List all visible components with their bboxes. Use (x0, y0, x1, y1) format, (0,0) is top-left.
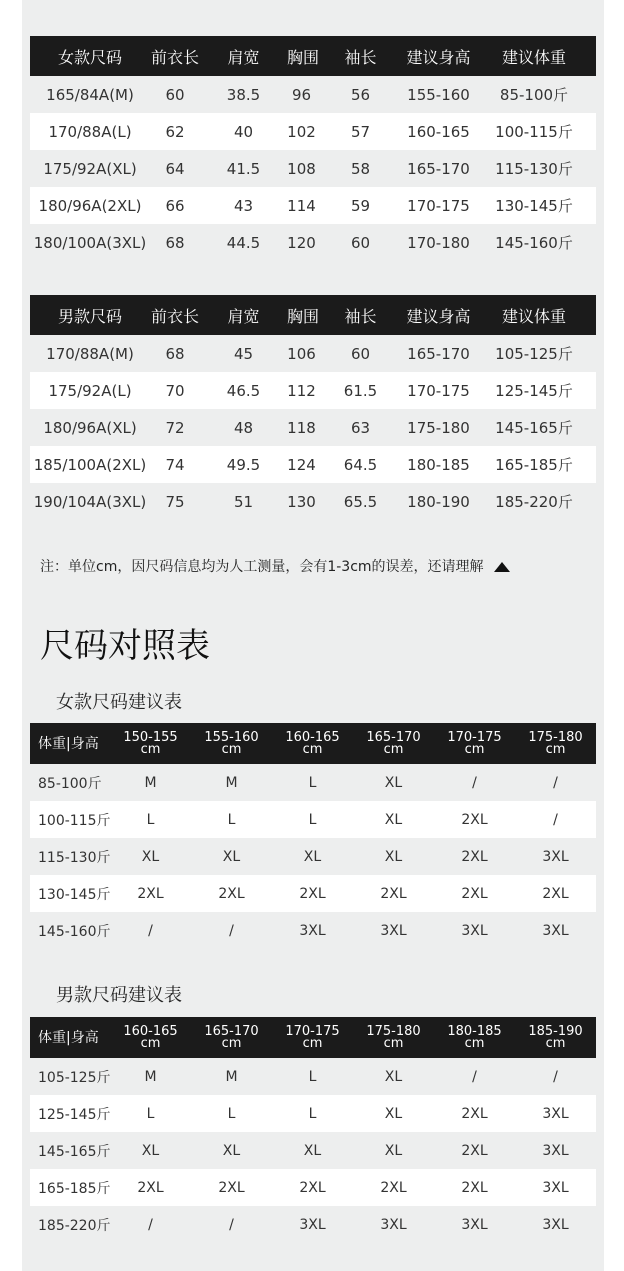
table-cell: 64.5 (343, 455, 378, 474)
size-cell: 3XL (299, 1216, 326, 1233)
table-cell: 112 (287, 381, 316, 400)
size-cell: L (308, 1105, 317, 1122)
size-cell: / (148, 922, 153, 939)
men-size-subtitle: 男款尺码建议表 (56, 985, 182, 1006)
weight-cell: 115-130斤 (38, 849, 111, 866)
size-cell: XL (384, 1142, 403, 1159)
size-cell: XL (141, 1142, 160, 1159)
size-cell: L (227, 811, 236, 828)
table-cell: 165/84A(M) (46, 85, 134, 104)
table-row (30, 1132, 596, 1169)
table-row (30, 912, 596, 949)
table-cell: 66 (165, 196, 185, 215)
size-cell: 2XL (380, 1179, 407, 1196)
table-cell: 58 (350, 159, 371, 178)
table-cell: 102 (287, 122, 316, 141)
weight-cell: 130-145斤 (38, 886, 111, 903)
table-cell: 56 (350, 85, 371, 104)
table-cell: 68 (165, 233, 185, 252)
table-row (30, 1058, 596, 1095)
table-cell: 114 (287, 196, 316, 215)
women-spec-header (30, 36, 596, 76)
size-cell: L (146, 1105, 155, 1122)
table-cell: 85-100斤 (499, 86, 569, 104)
header-cell: 前衣长 (150, 47, 199, 67)
table-cell: 51 (233, 492, 254, 511)
weight-cell: 125-145斤 (38, 1106, 111, 1123)
table-cell: 48 (233, 418, 254, 437)
table-cell: 49.5 (226, 455, 261, 474)
table-cell: 60 (350, 344, 371, 363)
table-cell: 41.5 (226, 159, 261, 178)
size-cell: 3XL (380, 1216, 407, 1233)
table-cell: 180-190 (407, 492, 470, 511)
header-cell: 男款尺码 (57, 306, 122, 326)
size-cell: M (144, 774, 157, 791)
size-cell: M (144, 1068, 157, 1085)
header-cell: 肩宽 (227, 306, 260, 326)
height-column-header: 160-165 cm (123, 1023, 178, 1051)
size-cell: / (229, 1216, 234, 1233)
height-column-header: 150-155 cm (123, 729, 178, 757)
table-cell: 180/96A(XL) (43, 418, 137, 437)
height-column-header: 155-160 cm (204, 729, 259, 757)
section-title: 尺码对照表 (40, 626, 210, 666)
size-cell: 2XL (218, 1179, 245, 1196)
weight-cell: 185-220斤 (38, 1217, 111, 1234)
weight-cell: 165-185斤 (38, 1180, 111, 1197)
table-cell: 170/88A(M) (46, 344, 134, 363)
size-cell: 2XL (461, 1105, 488, 1122)
height-column-header: 165-170 cm (366, 729, 421, 757)
table-cell: 160-165 (407, 122, 470, 141)
size-cell: L (146, 811, 155, 828)
header-cell: 女款尺码 (57, 47, 122, 67)
table-row (30, 335, 596, 372)
size-cell: / (553, 1068, 558, 1085)
table-cell: 175/92A(XL) (43, 159, 137, 178)
table-row (30, 1206, 596, 1243)
size-cell: 2XL (542, 885, 569, 902)
size-cell: / (472, 1068, 477, 1085)
header-cell: 袖长 (344, 47, 377, 67)
table-cell: 145-165斤 (495, 419, 573, 437)
women-size-subtitle: 女款尺码建议表 (56, 692, 182, 713)
men-size-table (30, 1017, 596, 1243)
size-cell: L (308, 811, 317, 828)
table-cell: 44.5 (226, 233, 261, 252)
table-cell: 68 (165, 344, 185, 363)
table-cell: 38.5 (226, 85, 261, 104)
height-column-header: 180-185 cm (447, 1023, 502, 1051)
weight-cell: 145-165斤 (38, 1143, 111, 1160)
table-row (30, 875, 596, 912)
size-cell: 2XL (461, 885, 488, 902)
table-cell: 61.5 (343, 381, 378, 400)
weight-cell: 105-125斤 (38, 1069, 111, 1086)
height-column-header: 175-180 cm (366, 1023, 421, 1051)
size-cell: XL (222, 848, 241, 865)
size-cell: XL (384, 1068, 403, 1085)
table-cell: 74 (165, 455, 185, 474)
table-cell: 64 (165, 159, 185, 178)
table-cell: 165-170 (407, 159, 470, 178)
header-cell: 建议体重 (501, 47, 566, 67)
weight-cell: 85-100斤 (38, 775, 102, 792)
table-cell: 185/100A(2XL) (33, 455, 147, 474)
size-cell: L (227, 1105, 236, 1122)
size-cell: M (225, 774, 238, 791)
table-cell: 180/100A(3XL) (33, 233, 147, 252)
table-row (30, 764, 596, 801)
table-cell: 170-180 (407, 233, 470, 252)
table-cell: 124 (287, 455, 316, 474)
size-cell: 2XL (218, 885, 245, 902)
size-cell: 3XL (542, 1142, 569, 1159)
table-cell: 175/92A(L) (48, 381, 132, 400)
table-cell: 118 (287, 418, 316, 437)
men-spec-table (30, 295, 596, 520)
header-cell: 胸围 (287, 47, 320, 67)
table-cell: 180/96A(2XL) (38, 196, 142, 215)
size-cell: 2XL (461, 1142, 488, 1159)
size-cell: / (148, 1216, 153, 1233)
table-cell: 60 (165, 85, 185, 104)
table-cell: 60 (350, 233, 371, 252)
table-row (30, 76, 596, 113)
size-cell: 2XL (137, 885, 164, 902)
size-cell: XL (222, 1142, 241, 1159)
header-cell: 建议身高 (406, 306, 471, 326)
height-column-header: 170-175 cm (447, 729, 502, 757)
size-cell: 2XL (461, 848, 488, 865)
table-row (30, 1095, 596, 1132)
corner-header: 体重|身高 (38, 735, 99, 752)
size-cell: / (553, 811, 558, 828)
size-cell: 2XL (461, 811, 488, 828)
size-cell: 3XL (461, 1216, 488, 1233)
table-cell: 63 (350, 418, 371, 437)
table-cell: 72 (165, 418, 185, 437)
table-row (30, 187, 596, 224)
table-row (30, 801, 596, 838)
measurement-note (40, 556, 510, 576)
table-cell: 130-145斤 (495, 197, 573, 215)
table-row (30, 372, 596, 409)
table-cell: 65.5 (343, 492, 378, 511)
size-cell: 3XL (542, 922, 569, 939)
table-row (30, 446, 596, 483)
size-cell: L (308, 1068, 317, 1085)
size-cell: 3XL (542, 848, 569, 865)
table-row (30, 150, 596, 187)
size-cell: / (229, 922, 234, 939)
header-cell: 建议身高 (406, 47, 471, 67)
table-cell: 75 (165, 492, 185, 511)
table-cell: 45 (233, 344, 254, 363)
table-cell: 57 (350, 122, 371, 141)
table-row (30, 224, 596, 261)
height-column-header: 175-180 cm (528, 729, 583, 757)
table-row (30, 409, 596, 446)
size-cell: 3XL (299, 922, 326, 939)
size-cell: XL (303, 848, 322, 865)
corner-header: 体重|身高 (38, 1029, 99, 1046)
size-cell: 2XL (137, 1179, 164, 1196)
table-cell: 96 (291, 85, 312, 104)
table-cell: 70 (165, 381, 185, 400)
table-cell: 170/88A(L) (48, 122, 132, 141)
table-cell: 155-160 (407, 85, 470, 104)
size-cell: XL (384, 848, 403, 865)
note-text: 注：单位cm，因尺码信息均为人工测量，会有1-3cm的误差，还请理解 (40, 559, 484, 575)
size-cell: XL (384, 1105, 403, 1122)
men-spec-header (30, 295, 596, 335)
table-cell: 190/104A(3XL) (33, 492, 147, 511)
size-cell: / (472, 774, 477, 791)
table-cell: 100-115斤 (495, 123, 573, 141)
table-row (30, 1169, 596, 1206)
size-cell: L (308, 774, 317, 791)
size-cell: XL (141, 848, 160, 865)
weight-cell: 100-115斤 (38, 812, 111, 829)
table-cell: 120 (287, 233, 316, 252)
size-cell: 3XL (542, 1105, 569, 1122)
size-cell: / (553, 774, 558, 791)
table-row (30, 483, 596, 520)
table-cell: 180-185 (407, 455, 470, 474)
height-column-header: 185-190 cm (528, 1023, 583, 1051)
header-cell: 建议体重 (501, 306, 566, 326)
size-cell: 3XL (461, 922, 488, 939)
header-cell: 前衣长 (150, 306, 199, 326)
size-cell: 2XL (299, 885, 326, 902)
table-cell: 185-220斤 (495, 493, 573, 511)
table-cell: 170-175 (407, 196, 470, 215)
table-cell: 105-125斤 (495, 345, 573, 363)
header-cell: 袖长 (344, 306, 377, 326)
table-cell: 165-170 (407, 344, 470, 363)
triangle-up-icon (494, 562, 510, 572)
header-cell: 胸围 (287, 306, 320, 326)
table-row (30, 113, 596, 150)
size-cell: XL (303, 1142, 322, 1159)
women-size-table (30, 723, 596, 949)
table-cell: 165-185斤 (495, 456, 573, 474)
women-spec-table (30, 36, 596, 261)
height-column-header: 160-165 cm (285, 729, 340, 757)
table-cell: 59 (350, 196, 371, 215)
table-cell: 170-175 (407, 381, 470, 400)
size-cell: M (225, 1068, 238, 1085)
size-cell: 3XL (542, 1179, 569, 1196)
table-cell: 62 (165, 122, 185, 141)
table-cell: 108 (287, 159, 316, 178)
size-cell: 2XL (299, 1179, 326, 1196)
table-cell: 46.5 (226, 381, 261, 400)
table-cell: 145-160斤 (495, 234, 573, 252)
size-cell: 2XL (380, 885, 407, 902)
table-cell: 40 (233, 122, 254, 141)
size-cell: 3XL (380, 922, 407, 939)
table-cell: 115-130斤 (495, 160, 573, 178)
table-cell: 106 (287, 344, 316, 363)
table-cell: 125-145斤 (495, 382, 573, 400)
size-cell: 2XL (461, 1179, 488, 1196)
height-column-header: 170-175 cm (285, 1023, 340, 1051)
table-cell: 43 (233, 196, 254, 215)
table-row (30, 838, 596, 875)
size-cell: XL (384, 811, 403, 828)
height-column-header: 165-170 cm (204, 1023, 259, 1051)
table-cell: 130 (287, 492, 316, 511)
size-cell: 3XL (542, 1216, 569, 1233)
header-cell: 肩宽 (227, 47, 260, 67)
table-cell: 175-180 (407, 418, 470, 437)
men-size-header (30, 1017, 596, 1058)
weight-cell: 145-160斤 (38, 923, 111, 940)
women-size-header (30, 723, 596, 764)
size-cell: XL (384, 774, 403, 791)
